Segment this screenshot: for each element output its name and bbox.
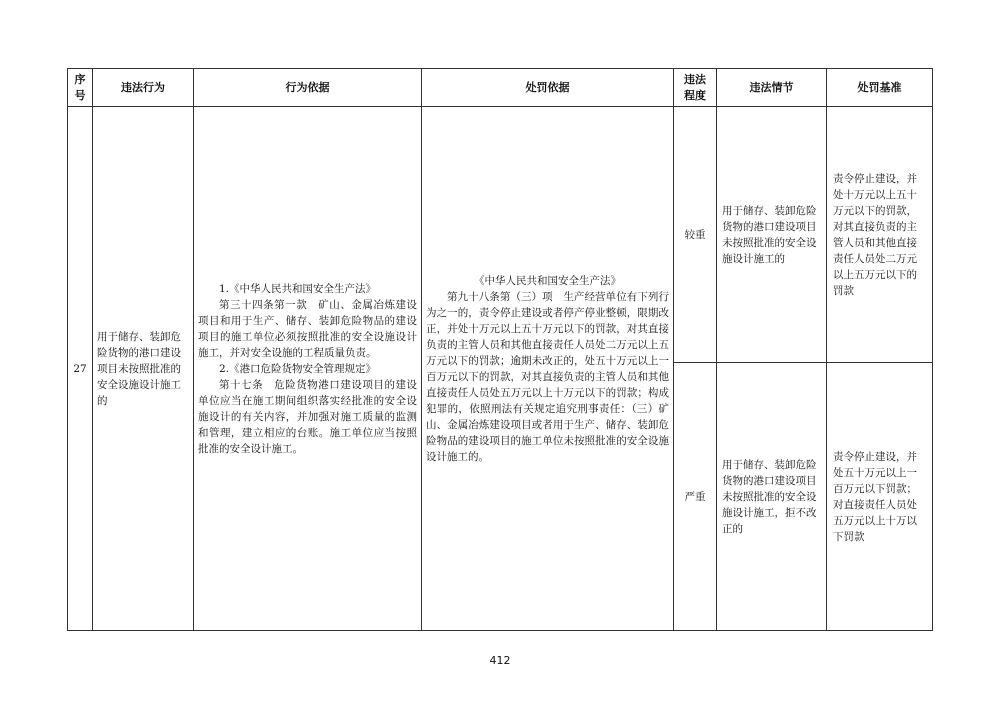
circumstance-level-2: 用于储存、装卸危险货物的港口建设项目未按照批准的安全设施设计施工，拒不改正的 [717,363,827,631]
row-penalty [422,107,674,631]
basis-law1-text: 第三十四条第一款 矿山、金属冶炼建设项目和用于生产、储存、装卸危险物品的建设项目的施工单位必须按照批准的安全设施设计施工，并对安全设施的工程质量负责。 [198,298,417,359]
header-row [68,69,933,107]
circumstance-level-1: 用于储存、装卸危险货物的港口建设项目未按照批准的安全设施设计施工的 [717,107,827,363]
header-standard: 处罚基准 [827,69,933,107]
header-circumstance: 违法情节 [717,69,827,107]
row-act: 用于储存、装卸危险货物的港口建设项目未按照批准的安全设施设计施工的 [93,107,194,631]
header-act: 违法行为 [93,69,194,107]
header-degree: 违法程度 [674,69,717,107]
basis-law1-title: 1.《中华人民共和国安全生产法》 [219,282,377,295]
standard-level-1: 责令停止建设，并处十万元以上五十万元以下的罚款，对其直接负责的主管人员和其他直接责任人员处二万元以上五万元以下的罚款 [827,107,933,363]
degree-level-1: 较重 [674,107,717,363]
penalty-text: 第九十八条第（三）项 生产经营单位有下列行为之一的，责令停止建设或者停产停业整顿，限期改正，并处十万元以上五十万元以下的罚款，对其直接负责的主管人员和其他直接责任人员处二万元以上五万元以下的罚款；逾期未改正的，处五十万元以上一百万元以下的罚款，对其直接负责的主管人员和其他直接责任人员处五万元以上十万元以下的罚款；构成犯罪的，依照刑法有关规定追究刑事责任：（三）矿山、金属冶炼建设项目或者用于生产、储存、装卸危险物品的建设项目的施工单位未按照批准的安全设施设计施工的。 [426,290,669,463]
basis-law2-title: 2.《港口危险货物安全管理规定》 [219,362,377,375]
header-seq: 序号 [68,69,93,107]
standard-level-2: 责令停止建设，并处五十万元以上一百万元以下罚款；对直接责任人员处五万元以上十万以下罚款 [827,363,933,631]
row-basis [194,107,422,631]
row-seq: 27 [68,107,93,631]
degree-level-2: 严重 [674,363,717,631]
basis-law2-text: 第十七条 危险货物港口建设项目的建设单位应当在施工期间组织落实经批准的安全设施设计的有关内容，并加强对施工质量的监测和管理，建立相应的台账。施工单位应当按照批准的安全设计施工。 [198,378,417,455]
page-number: 412 [489,654,511,667]
table-row [68,107,933,363]
header-basis: 行为依据 [194,69,422,107]
penalty-title: 《中华人民共和国安全生产法》 [474,274,621,287]
header-penalty: 处罚依据 [422,69,674,107]
penalty-table [67,68,933,631]
